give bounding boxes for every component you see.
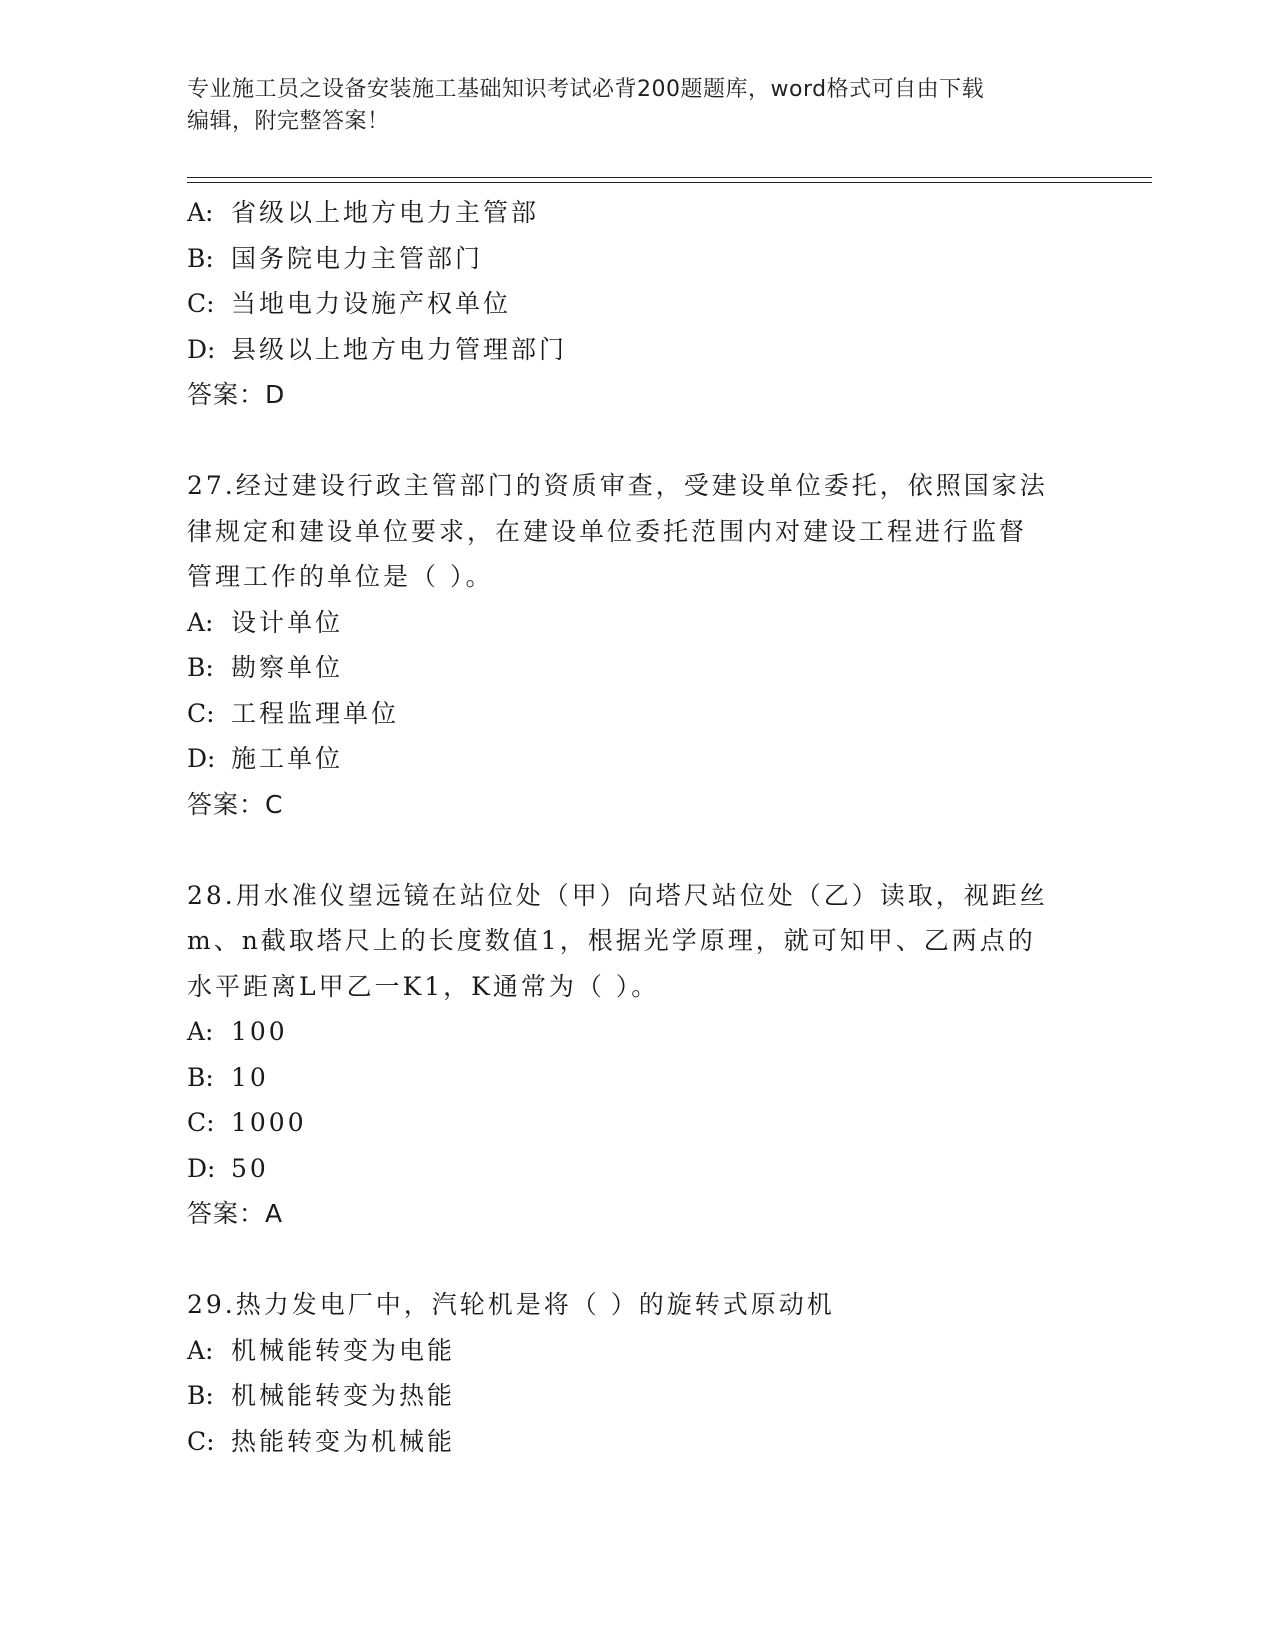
option-c: C: 当地电力设施产权单位 xyxy=(187,289,512,318)
question-text-line: 水平距离L甲乙一K1，K通常为（ ）。 xyxy=(187,971,660,1001)
option-a: A: 机械能转变为电能 xyxy=(187,1335,456,1365)
answer-line: 答案：C xyxy=(187,789,284,819)
question-text-line: 28.用水准仪望远镜在站位处（甲）向塔尺站位处（乙）读取，视距丝 xyxy=(187,880,1048,910)
option-a: A: 100 xyxy=(187,1017,288,1046)
option-d: D: 施工单位 xyxy=(187,744,344,773)
option-b: B: 国务院电力主管部门 xyxy=(187,243,484,273)
question-block xyxy=(187,463,1087,827)
option-c: C: 工程监理单位 xyxy=(187,698,400,728)
option-a: A: 设计单位 xyxy=(187,607,344,637)
question-block xyxy=(187,873,1087,1237)
option-a: A: 省级以上地方电力主管部 xyxy=(187,198,540,227)
option-d: D: 50 xyxy=(187,1153,269,1183)
question-block xyxy=(187,1282,1087,1464)
question-text-line: m、n截取塔尺上的长度数值1，根据光学原理，就可知甲、乙两点的 xyxy=(187,926,1036,955)
header-line-1: 专业施工员之设备安装施工基础知识考试必背200题题库，word格式可自由下载 xyxy=(187,77,985,102)
option-d: D: 县级以上地方电力管理部门 xyxy=(187,334,568,364)
option-b: B: 机械能转变为热能 xyxy=(187,1381,456,1410)
answer-line: 答案：A xyxy=(187,1199,284,1228)
question-block xyxy=(187,190,1087,418)
spacer xyxy=(187,418,1087,464)
question-text-line: 律规定和建设单位要求，在建设单位委托范围内对建设工程进行监督 xyxy=(187,516,1028,546)
spacer xyxy=(187,1237,1087,1283)
document-header xyxy=(187,74,1087,138)
option-c: C: 1000 xyxy=(187,1108,307,1137)
question-text-line: 29.热力发电厂中，汽轮机是将（ ）的旋转式原动机 xyxy=(187,1290,835,1319)
question-text-line: 管理工作的单位是（ ）。 xyxy=(187,562,494,591)
header-rule-bottom xyxy=(187,182,1152,183)
spacer xyxy=(187,827,1087,873)
header-rule-top xyxy=(187,177,1152,178)
question-text-line: 27.经过建设行政主管部门的资质审查，受建设单位委托，依照国家法 xyxy=(187,471,1048,500)
option-b: B: 10 xyxy=(187,1062,269,1092)
option-c: C: 热能转变为机械能 xyxy=(187,1426,456,1456)
question-list xyxy=(187,190,1087,1464)
header-line-2: 编辑，附完整答案！ xyxy=(187,109,390,134)
answer-line: 答案：D xyxy=(187,380,286,409)
option-b: B: 勘察单位 xyxy=(187,653,344,682)
